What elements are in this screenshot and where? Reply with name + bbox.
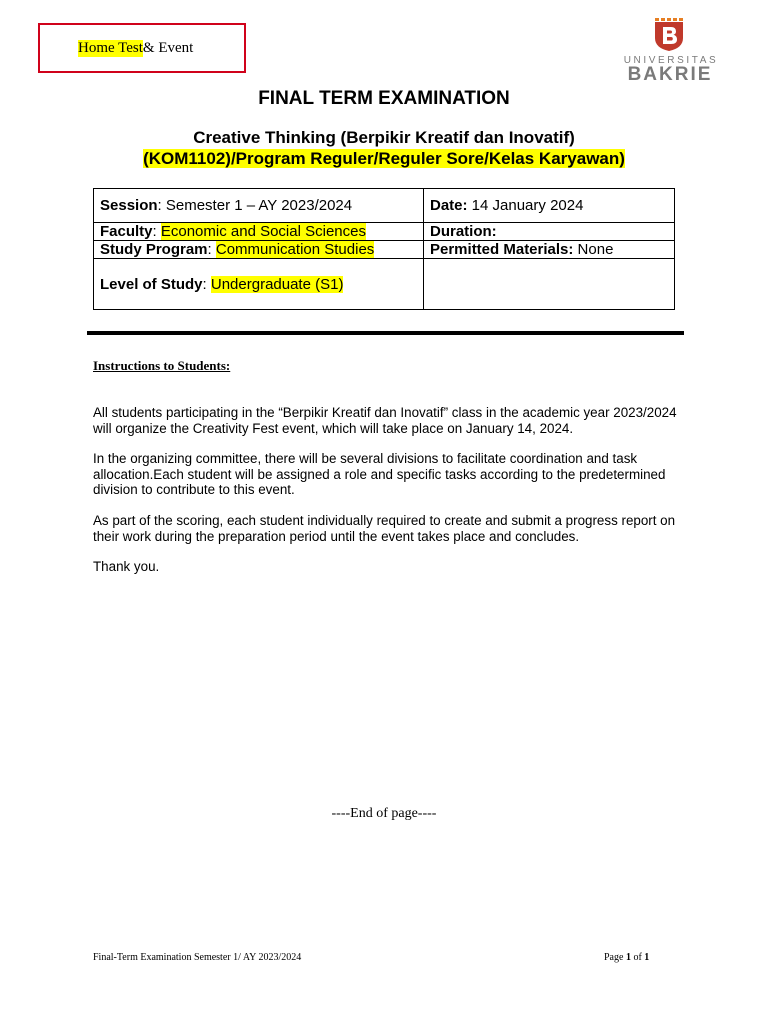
level-cell: Level of Study: Undergraduate (S1)	[94, 259, 424, 310]
page-title: FINAL TERM EXAMINATION	[258, 88, 510, 109]
date-cell	[424, 189, 675, 223]
course-name: Creative Thinking (Berpikir Kreatif dan Inovatif)	[193, 128, 575, 147]
footer-exam-label: Final-Term Examination Semester 1/ AY 2023/2024	[93, 952, 302, 963]
empty-cell	[424, 259, 675, 310]
course-program-text: (KOM1102)/Program Reguler/Reguler Sore/Kelas Karyawan)	[143, 149, 625, 168]
materials-cell	[424, 241, 675, 259]
university-shield-icon	[653, 18, 685, 52]
logo-text-bakrie: BAKRIE	[627, 64, 713, 85]
instruction-paragraph: All students participating in the “Berpikir Kreatif dan Inovatif” class in the academic year 2023/2024 will organize the Creativity Fest event, which will take place on January 14, 2024.	[93, 405, 677, 436]
exam-type-rest: & Event	[142, 39, 194, 56]
session-cell: Session: Semester 1 – AY 2023/2024	[94, 189, 424, 223]
faculty-label: Faculty	[100, 223, 153, 240]
level-label: Level of Study	[100, 275, 203, 293]
logo-text-universitas: UNIVERSITAS	[623, 55, 719, 66]
duration-cell	[424, 223, 675, 241]
duration-label: Duration:	[430, 223, 497, 240]
instruction-paragraph: As part of the scoring, each student individually required to create and submit a progress report on their work during the preparation period until the event takes place and concludes.	[93, 513, 676, 544]
session-value: Semester 1 – AY 2023/2024	[161, 197, 353, 214]
level-value: Undergraduate (S1)	[210, 275, 344, 293]
materials-value: None	[573, 241, 614, 258]
materials-label: Permitted Materials:	[430, 241, 574, 258]
page-prefix: Page	[604, 952, 626, 963]
thank-you-text: Thank you.	[93, 559, 160, 574]
date-value: 14 January 2024	[467, 197, 584, 214]
session-label: Session	[100, 197, 158, 214]
exam-type-highlight: Home Test	[78, 39, 143, 56]
instructions-heading: Instructions to Students:	[93, 358, 231, 373]
faculty-value: Economic and Social Sciences	[160, 223, 366, 240]
exam-type-box	[38, 23, 246, 73]
page-of: of	[630, 952, 645, 963]
faculty-cell: Faculty: Economic and Social Sciences	[94, 223, 424, 241]
course-program	[0, 149, 768, 169]
page-total: 1	[644, 952, 650, 963]
date-label: Date:	[430, 197, 468, 214]
section-divider	[87, 331, 684, 335]
footer-page-number	[604, 952, 649, 963]
program-cell: Study Program: Communication Studies	[94, 241, 424, 259]
program-value: Communication Studies	[215, 241, 375, 258]
exam-info-table	[93, 188, 675, 310]
program-label: Study Program	[100, 241, 208, 258]
end-of-page-marker: ----End of page----	[331, 806, 437, 821]
university-logo	[620, 18, 720, 84]
instruction-paragraph: In the organizing committee, there will be several divisions to facilitate coordination and task allocation.Each student will be assigned a role and specific tasks according to the predetermined division to contribute to this event.	[93, 451, 666, 497]
page-current: 1	[625, 952, 631, 963]
